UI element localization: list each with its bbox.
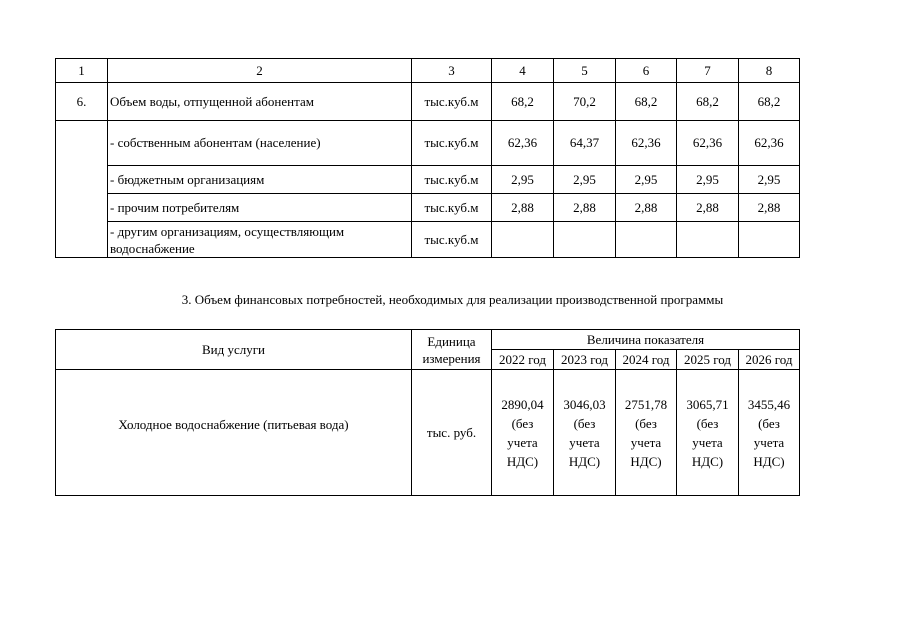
row-unit: тыс.куб.м: [412, 194, 492, 222]
value-cell: [492, 222, 554, 258]
table-row: [56, 121, 800, 166]
value-note: учета: [630, 434, 662, 450]
row-name-line: водоснабжение: [110, 240, 195, 256]
value-cell: 70,2: [554, 83, 616, 121]
value-cell: 2,95: [616, 166, 677, 194]
header-cell: 3: [412, 59, 492, 83]
row-name-line: - другим организациям, осуществляющим: [110, 223, 345, 239]
table-header-row: [56, 59, 800, 83]
value-cell: [492, 370, 554, 496]
value-note: учета: [569, 434, 600, 450]
value-note: учета: [692, 434, 723, 450]
value-cell: 2,88: [554, 194, 616, 222]
table-row: [56, 166, 800, 194]
value-note: (без: [635, 415, 657, 431]
row-number: 6.: [56, 83, 108, 121]
header-cell: 1: [56, 59, 108, 83]
value-cell: 2,95: [739, 166, 800, 194]
service-unit: тыс. руб.: [412, 370, 492, 496]
row-name: - бюджетным организациям: [108, 166, 412, 194]
value-note: НДС): [568, 453, 601, 469]
value-note: учета: [507, 434, 538, 450]
header-cell: 6: [616, 59, 677, 83]
value-cell: 2,95: [677, 166, 739, 194]
value-number: 3046,03: [563, 396, 606, 412]
value-cell: 2,95: [492, 166, 554, 194]
value-cell: 68,2: [492, 83, 554, 121]
value-note: (без: [758, 415, 780, 431]
header-cell: 5: [554, 59, 616, 83]
value-note: учета: [753, 434, 785, 450]
section-heading: 3. Объем финансовых потребностей, необходимых для реализации производственной программы: [181, 292, 724, 307]
service-column-header: Вид услуги: [56, 330, 412, 370]
value-note: НДС): [753, 453, 785, 469]
unit-header-line: измерения: [422, 350, 481, 366]
table-row: [56, 194, 800, 222]
value-cell: 68,2: [739, 83, 800, 121]
unit-header-line: Единица: [427, 333, 476, 349]
value-note: НДС): [630, 453, 662, 469]
value-cell: 2,88: [677, 194, 739, 222]
unit-column-header: [412, 330, 492, 370]
value-cell: 2,88: [739, 194, 800, 222]
value-number: 2890,04: [501, 396, 544, 412]
table-header-row: [56, 330, 800, 350]
header-cell: 2: [108, 59, 412, 83]
value-number: 2751,78: [624, 396, 668, 412]
row-name: - собственным абонентам (население): [108, 121, 412, 166]
value-note: (без: [696, 415, 719, 431]
row-unit: тыс.куб.м: [412, 83, 492, 121]
value-cell: [677, 370, 739, 496]
table-row: [56, 83, 800, 121]
value-cell: [616, 370, 677, 496]
table-row: [56, 222, 800, 258]
value-cell: [554, 370, 616, 496]
year-header: 2024 год: [616, 350, 677, 370]
value-note: НДС): [691, 453, 724, 469]
value-cell: 68,2: [677, 83, 739, 121]
year-header: 2025 год: [677, 350, 739, 370]
value-cell: 2,95: [554, 166, 616, 194]
service-name: Холодное водоснабжение (питьевая вода): [56, 370, 412, 496]
value-cell: 2,88: [492, 194, 554, 222]
header-cell: 8: [739, 59, 800, 83]
value-cell: 62,36: [492, 121, 554, 166]
row-unit: тыс.куб.м: [412, 166, 492, 194]
value-cell: [554, 222, 616, 258]
value-note: (без: [511, 415, 534, 431]
row-unit: тыс.куб.м: [412, 222, 492, 258]
year-header: 2026 год: [739, 350, 800, 370]
value-cell: 62,36: [739, 121, 800, 166]
row-name: Объем воды, отпущенной абонентам: [108, 83, 412, 121]
value-cell: 62,36: [677, 121, 739, 166]
value-number: 3065,71: [686, 396, 729, 412]
value-cell: 64,37: [554, 121, 616, 166]
value-cell: 68,2: [616, 83, 677, 121]
value-cell: 2,88: [616, 194, 677, 222]
year-header: 2022 год: [492, 350, 554, 370]
table-row: [56, 370, 800, 496]
value-cell: [677, 222, 739, 258]
year-header: 2023 год: [554, 350, 616, 370]
value-cell: [616, 222, 677, 258]
value-cell: 62,36: [616, 121, 677, 166]
header-cell: 4: [492, 59, 554, 83]
row-name: [108, 222, 412, 258]
value-number: 3455,46: [747, 396, 791, 412]
value-note: НДС): [506, 453, 539, 469]
row-unit: тыс.куб.м: [412, 121, 492, 166]
row-number-empty: [56, 121, 108, 258]
water-volume-table: [55, 58, 800, 258]
value-note: (без: [573, 415, 596, 431]
row-name: - прочим потребителям: [108, 194, 412, 222]
value-cell: [739, 370, 800, 496]
value-column-header: Величина показателя: [492, 330, 800, 350]
header-cell: 7: [677, 59, 739, 83]
financial-needs-table: [55, 329, 800, 496]
value-cell: [739, 222, 800, 258]
